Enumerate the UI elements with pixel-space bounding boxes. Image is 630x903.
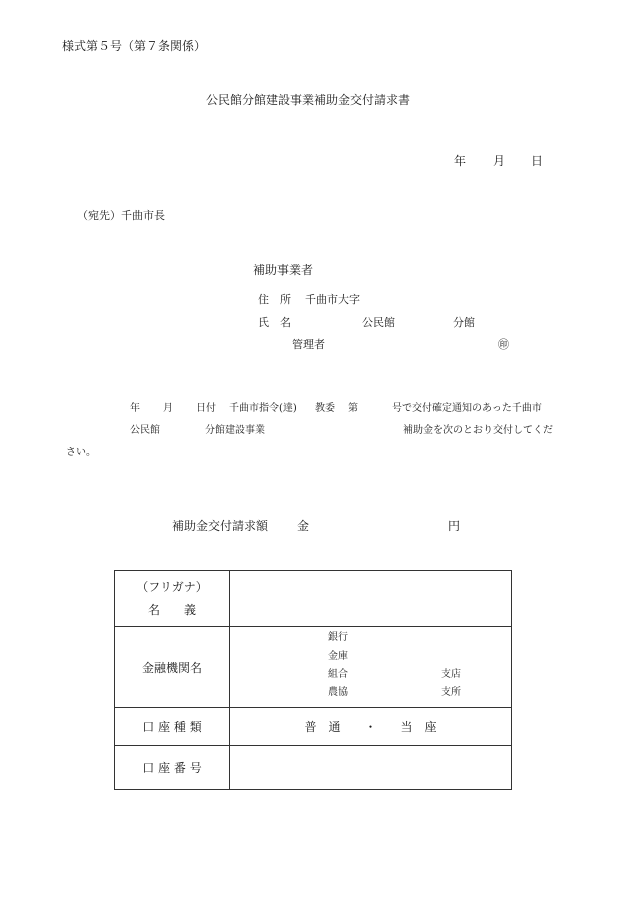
document-title: 公民館分館建設事業補助金交付請求書 — [206, 93, 411, 107]
account-number-label: 口 座 番 号 — [115, 746, 230, 790]
bank-account-table — [114, 570, 512, 790]
account-type-label: 口 座 種 類 — [115, 708, 230, 746]
body-project: 分館建設事業 — [205, 425, 265, 436]
table-row — [115, 708, 512, 746]
kominkan-label: 公民館 — [362, 316, 395, 329]
manager-label: 管理者 — [292, 338, 325, 351]
table-row — [115, 571, 512, 627]
account-number-value-cell[interactable] — [230, 746, 512, 790]
address-label: 住 所 — [258, 293, 291, 306]
body-day: 日付 — [196, 403, 216, 414]
bunkan-label: 分館 — [453, 316, 475, 329]
date-day: 日 — [531, 154, 544, 168]
date-month: 月 — [493, 154, 506, 168]
amount-yen: 円 — [448, 519, 461, 533]
body-request: 補助金を次のとおり交付してくだ — [403, 425, 553, 436]
branch-type-shiten: 支店 — [441, 669, 461, 680]
furigana-label: （フリガナ） — [136, 580, 208, 594]
address-value: 千曲市大字 — [305, 293, 360, 306]
body-month: 月 — [163, 403, 173, 414]
amount-label: 補助金交付請求額 — [172, 519, 269, 533]
applicant-heading: 補助事業者 — [253, 263, 314, 277]
branch-type-shisho: 支所 — [441, 687, 461, 698]
form-number: 様式第５号（第７条関係） — [62, 39, 207, 53]
meigi-value-cell[interactable] — [230, 571, 512, 627]
date-year: 年 — [454, 154, 467, 168]
body-dai: 第 — [348, 403, 358, 414]
body-end: さい。 — [66, 447, 96, 458]
meigi-label-cell — [115, 571, 230, 627]
amount-kin: 金 — [297, 519, 310, 533]
body-year: 年 — [130, 403, 140, 414]
addressee: （宛先）千曲市長 — [77, 209, 165, 222]
account-type-options[interactable]: 普 通 ・ 当 座 — [230, 708, 512, 746]
inst-type-nokyo: 農協 — [328, 687, 348, 698]
body-notice: 号で交付確定通知のあった千曲市 — [392, 403, 542, 414]
seal-mark: ㊞ — [498, 338, 509, 351]
table-row — [115, 746, 512, 790]
meigi-label: 名 義 — [147, 603, 196, 617]
body-kominkan: 公民館 — [130, 425, 160, 436]
inst-type-bank: 銀行 — [328, 632, 348, 643]
institution-value-cell[interactable] — [230, 627, 512, 708]
inst-type-kumiai: 組合 — [328, 669, 348, 680]
body-kyoi: 教委 — [315, 403, 335, 414]
body-order: 千曲市指令(達) — [229, 403, 297, 414]
name-label: 氏 名 — [258, 316, 291, 329]
inst-type-kinko: 金庫 — [328, 651, 348, 662]
table-row — [115, 627, 512, 708]
institution-label: 金融機関名 — [115, 627, 230, 708]
